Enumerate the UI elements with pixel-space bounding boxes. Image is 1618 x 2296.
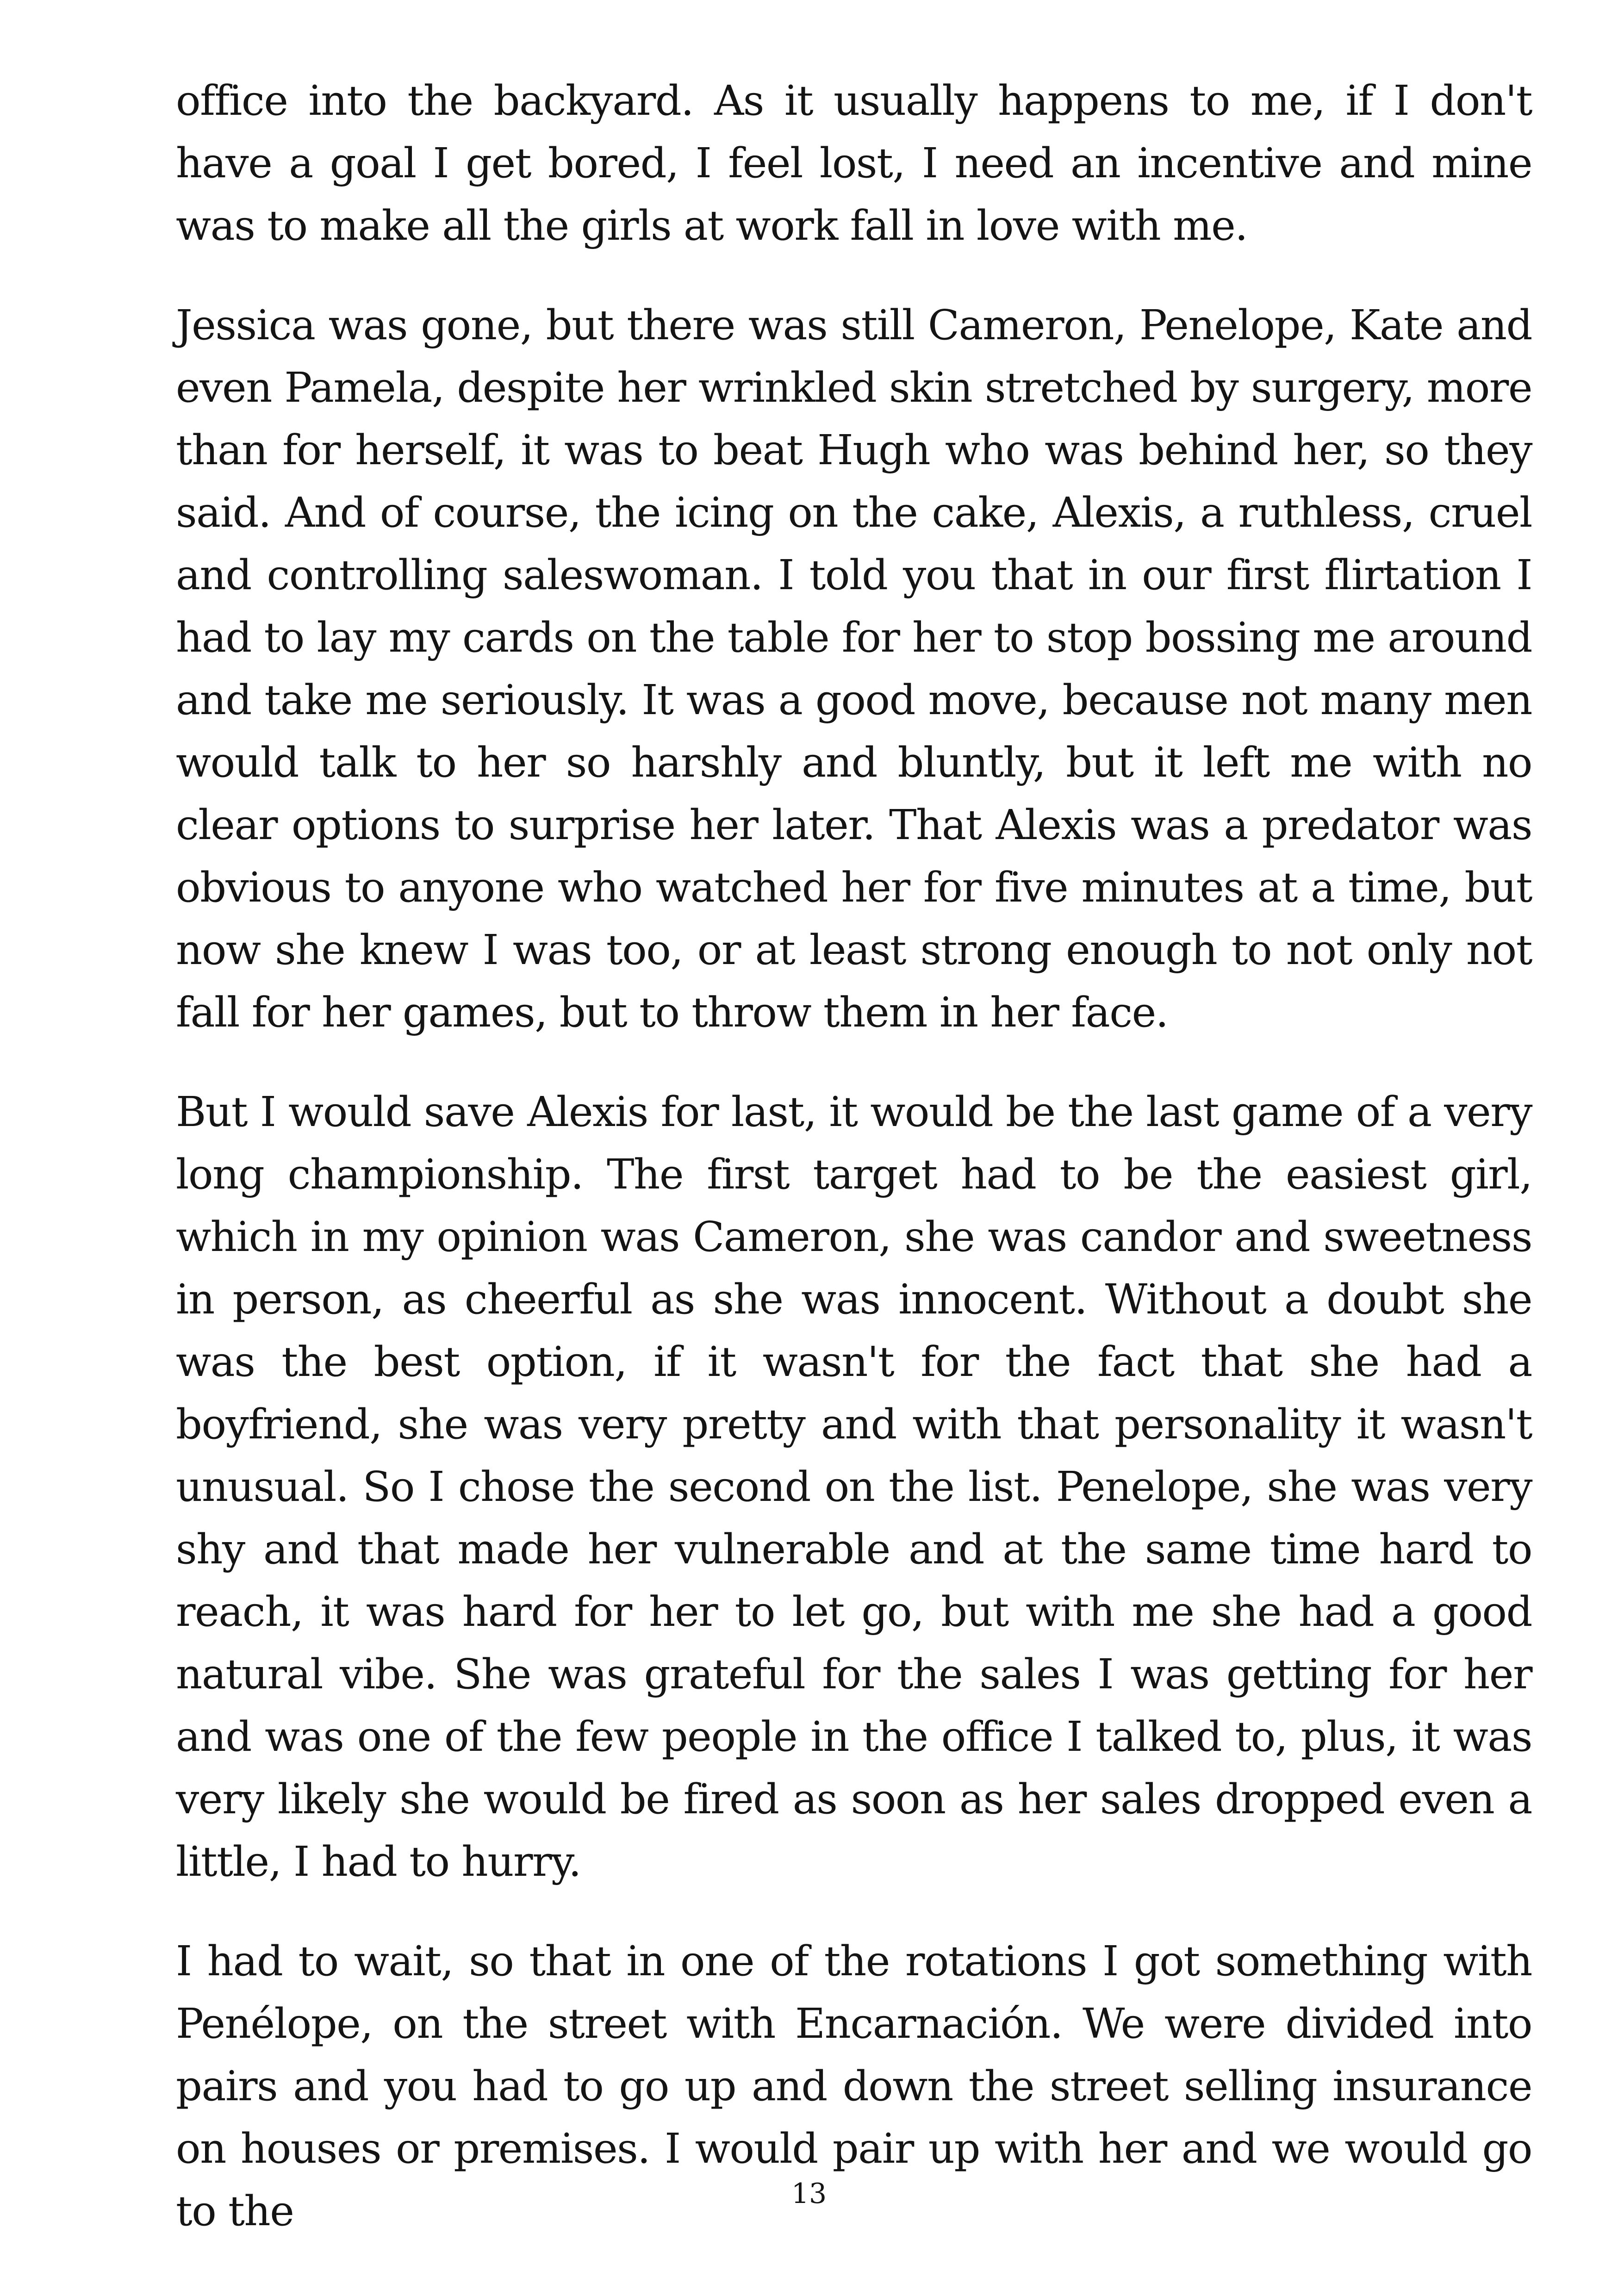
paragraph-2: Jessica was gone, but there was still Cameron, Penelope, Kate and even Pamela, despite her wrinkled skin stretched by surgery, more than for herself, it was to beat Hugh who was behind her, so they said. And of course, the icing on the cake, Alexis, a ruthless, cruel and controlling saleswoman. I told you that in our first flirtation I had to lay my cards on the table for her to stop bossing me around and take me seriously. It was a good move, because not many men would talk to her so harshly and bluntly, but it left me with no clear options to surprise her later. That Alexis was a predator was obvious to anyone who watched her for five minutes at a time, but now she knew I was too, or at least strong enough to not only not fall for her games, but to throw them in her face. bbox=[176, 301, 1532, 1036]
paragraph-1: office into the backyard. As it usually happens to me, if I don't have a goal I get bored, I feel lost, I need an incentive and mine was to make all the girls at work fall in love with me. bbox=[176, 76, 1532, 249]
page-body bbox=[176, 69, 1532, 2279]
paragraph-4: I had to wait, so that in one of the rotations I got something with Penélope, on the street with Encarnación. We were divided into pairs and you had to go up and down the street selling insurance on houses or premises. I would pair up with her and we would go to the bbox=[176, 1937, 1532, 2235]
paragraph-3: But I would save Alexis for last, it would be the last game of a very long championship. The first target had to be the easiest girl, which in my opinion was Cameron, she was candor and sweetness in person, as cheerful as she was innocent. Without a doubt she was the best option, if it wasn't for the fact that she had a boyfriend, she was very pretty and with that personality it wasn't unusual. So I chose the second on the list. Penelope, she was very shy and that made her vulnerable and at the same time hard to reach, it was hard for her to let go, but with me she had a good natural vibe. She was grateful for the sales I was getting for her and was one of the few people in the office I talked to, plus, it was very likely she would be fired as soon as her sales dropped even a little, I had to hurry. bbox=[176, 1088, 1532, 1885]
page-number: 13 bbox=[791, 2178, 827, 2210]
